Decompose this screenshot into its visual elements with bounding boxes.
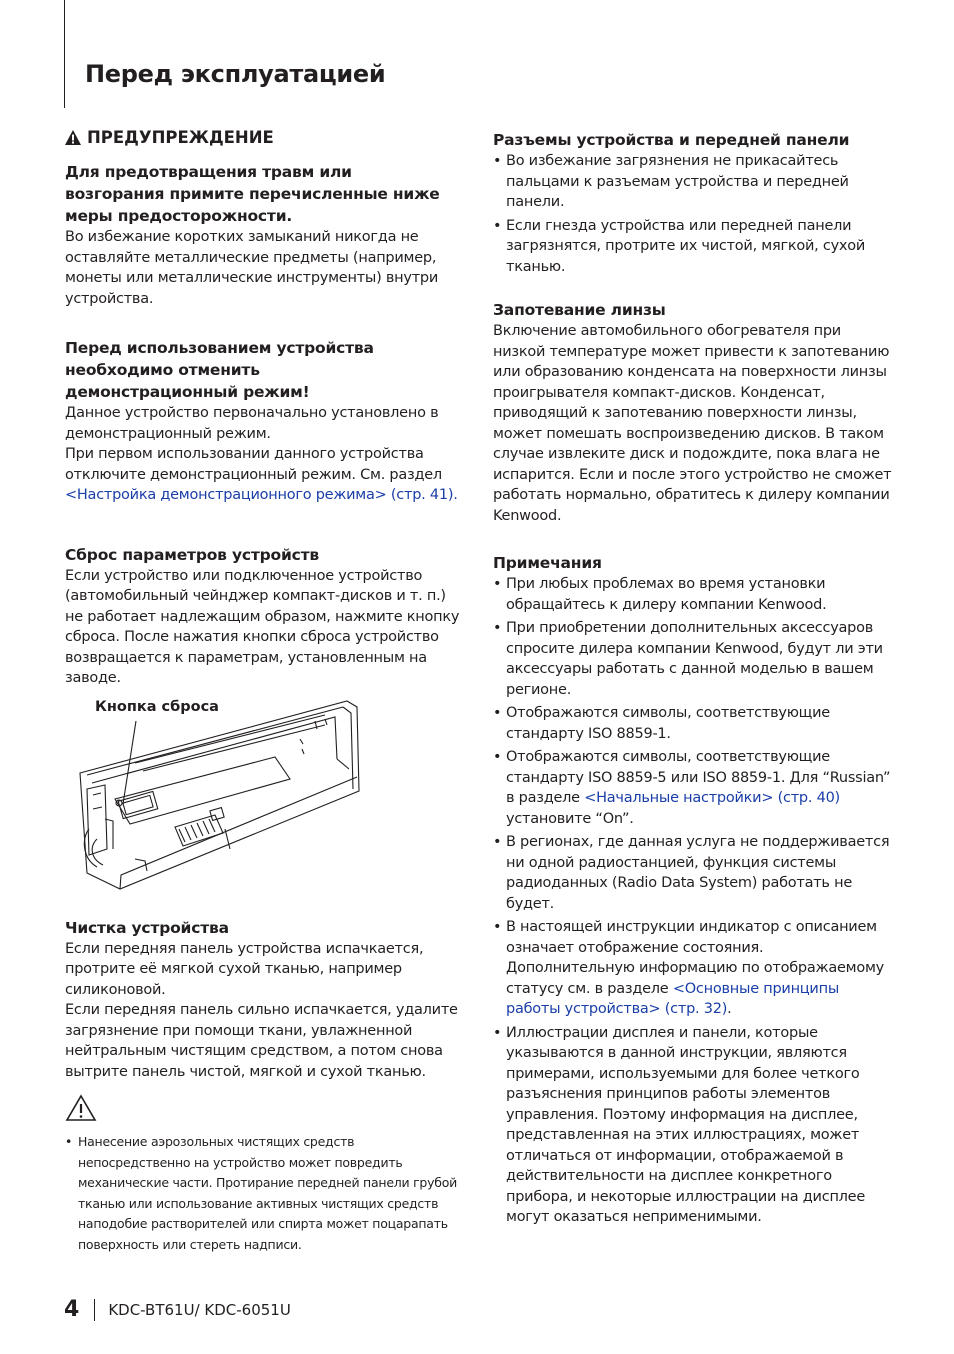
list-item bbox=[493, 151, 893, 213]
model-name: KDC-BT61U/ KDC-6051U bbox=[108, 1300, 291, 1319]
list-item bbox=[493, 747, 893, 829]
list-item-text: Если гнезда устройства или передней панели загрязнятся, протрите их чистой, мягкой, сухой тканью. bbox=[506, 217, 866, 275]
list-item-text: Отображаются символы, соответствующие стандарту ISO 8859-1. bbox=[506, 705, 830, 742]
right-column bbox=[493, 129, 893, 1254]
page-title: Перед эксплуатацией bbox=[85, 60, 386, 88]
lens-section bbox=[493, 299, 893, 526]
warning-subheading: Для предотвращения травм или возгорания примите перечисленные ниже меры предосторожности. bbox=[65, 163, 440, 225]
lens-heading: Запотевание линзы bbox=[493, 301, 666, 319]
demo-section bbox=[65, 337, 460, 506]
caution-list bbox=[65, 1132, 460, 1255]
reset-heading: Сброс параметров устройств bbox=[65, 545, 320, 564]
list-item bbox=[493, 917, 893, 1020]
footer-divider bbox=[94, 1299, 95, 1321]
list-item-text: Отображаются символы, соответствующие стандарту ISO 8859-5 или ISO 8859-1. Для “Russian” в разделе bbox=[506, 749, 891, 806]
list-item-text: При любых проблемах во время установки обращайтесь к дилеру компании Kenwood. bbox=[506, 576, 827, 613]
bullet: • bbox=[493, 620, 502, 636]
bullet: • bbox=[493, 749, 502, 765]
caution-icon bbox=[65, 1094, 460, 1126]
bullet: • bbox=[493, 576, 502, 592]
page-number: 4 bbox=[64, 1297, 80, 1322]
reset-section bbox=[65, 544, 460, 689]
bullet: • bbox=[493, 919, 502, 935]
warning-section bbox=[65, 161, 460, 309]
list-item-text: В регионах, где данная услуга не поддерживается ни одной радиостанцией, функция системы радиоданных (Radio Data System) работать не будет. bbox=[506, 834, 890, 912]
device-illustration bbox=[75, 699, 375, 899]
reset-button-label: Кнопка сброса bbox=[95, 698, 219, 715]
list-item bbox=[493, 1023, 893, 1228]
list-item-text: При приобретении дополнительных аксессуаров спросите дилера компании Kenwood, будут ли эти аксессуары работать с данной моделью в вашем регионе. bbox=[506, 620, 883, 698]
reset-text: Если устройство или подключенное устройство (автомобильный чейнджер компакт-дисков и т. п.) не работает надлежащим образом, нажмите кнопку сброса. После нажатия кнопки сброса устройство возвращается к параметрам, установленным на заводе. bbox=[65, 567, 460, 686]
basic-operations-link[interactable]: <Основные принципы работы устройства> (стр. 32) bbox=[506, 980, 840, 1017]
bullet: • bbox=[493, 153, 502, 169]
demo-text-2-body: При первом использовании данного устройства отключите демонстрационный режим. См. раздел bbox=[65, 446, 442, 483]
demo-text-1: Данное устройство первоначально установлено в демонстрационный режим. bbox=[65, 405, 439, 442]
warning-text: Во избежание коротких замыканий никогда не оставляйте металлические предметы (например, монеты или металлические инструменты) внутри устройства. bbox=[65, 229, 439, 307]
demo-text-2 bbox=[65, 444, 460, 506]
bullet: • bbox=[493, 217, 502, 234]
lens-text: Включение автомобильного обогревателя при низкой температуре может привести к запотеванию или образованию конденсата на поверхности линзы проигрывателя компакт-дисков. Конденсат, приводящий к запотеванию поверхности линзы, может помешать воспроизведению дисков. В таком случае извлеките диск и подождите, пока влага не испарится. Если и после этого устройство не сможет работать нормально, обратитесь к дилеру компании Kenwood. bbox=[493, 323, 892, 524]
bullet: • bbox=[493, 1024, 502, 1041]
connectors-list bbox=[493, 151, 893, 277]
cleaning-heading: Чистка устройства bbox=[65, 918, 229, 937]
cleaning-section bbox=[65, 917, 460, 1083]
warning-icon bbox=[65, 130, 81, 145]
bullet: • bbox=[493, 834, 502, 850]
list-item bbox=[493, 832, 893, 914]
list-item bbox=[493, 574, 893, 615]
demo-link[interactable]: <Настройка демонстрационного режима> (стр. 41). bbox=[65, 487, 458, 503]
cleaning-text-2: Если передняя панель сильно испачкается, удалите загрязнение при помощи ткани, увлажненной нейтральным чистящим средством, а потом снова вытрите панель чистой, мягкой и сухой тканью. bbox=[65, 1002, 458, 1080]
list-item-text: Во избежание загрязнения не прикасайтесь пальцами к разъемам устройства и передней панели. bbox=[506, 153, 849, 210]
initial-settings-link[interactable]: <Начальные настройки> (стр. 40) bbox=[584, 790, 840, 806]
reset-figure bbox=[75, 699, 375, 899]
caution-item-text: Нанесение аэрозольных чистящих средств непосредственно на устройство может повредить механические части. Протирание передней панели грубой тканью или использование активных чистящих средств наподобие растворителей или спирта может поцарапать поверхность или стереть надписи. bbox=[78, 1134, 457, 1252]
bullet: • bbox=[493, 705, 502, 721]
connectors-section bbox=[493, 129, 893, 277]
bullet: • bbox=[65, 1134, 73, 1149]
cleaning-text-1: Если передняя панель устройства испачкается, протрите её мягкой сухой тканью, например силиконовой. bbox=[65, 940, 424, 998]
warning-heading-text: ПРЕДУПРЕЖДЕНИЕ bbox=[87, 128, 274, 147]
header-rule bbox=[64, 0, 65, 108]
warning-heading bbox=[65, 128, 460, 147]
notes-section bbox=[493, 552, 893, 1228]
connectors-heading: Разъемы устройства и передней панели bbox=[493, 131, 850, 149]
list-item bbox=[493, 703, 893, 744]
list-item-text: В настоящей инструкции индикатор с описанием означает отображение состояния. Дополнительную информацию по отображаемому статусу см. в разделе bbox=[506, 919, 884, 997]
list-item bbox=[493, 216, 893, 278]
left-column bbox=[65, 128, 460, 1255]
demo-heading: Перед использованием устройства необходимо отменить демонстрационный режим! bbox=[65, 339, 374, 401]
list-item bbox=[493, 618, 893, 700]
notes-list bbox=[493, 574, 893, 1228]
list-item-text-end: установите “On”. bbox=[506, 810, 634, 827]
page-footer bbox=[64, 1297, 291, 1322]
caution-item bbox=[65, 1132, 460, 1255]
list-item-text: Иллюстрации дисплея и панели, которые указываются в данной инструкции, являются примерами, используемыми для более четкого разъяснения принципов работы элементов управления. Поэтому информация на дисплее, представленная на этих иллюстрациях, может отличаться от информации, отображаемой в действительности на дисплее конкретного прибора, и некоторые иллюстрации на дисплее могут оказаться неприменимыми. bbox=[506, 1024, 866, 1225]
list-item-text-end: . bbox=[727, 1001, 732, 1017]
notes-heading: Примечания bbox=[493, 554, 602, 572]
